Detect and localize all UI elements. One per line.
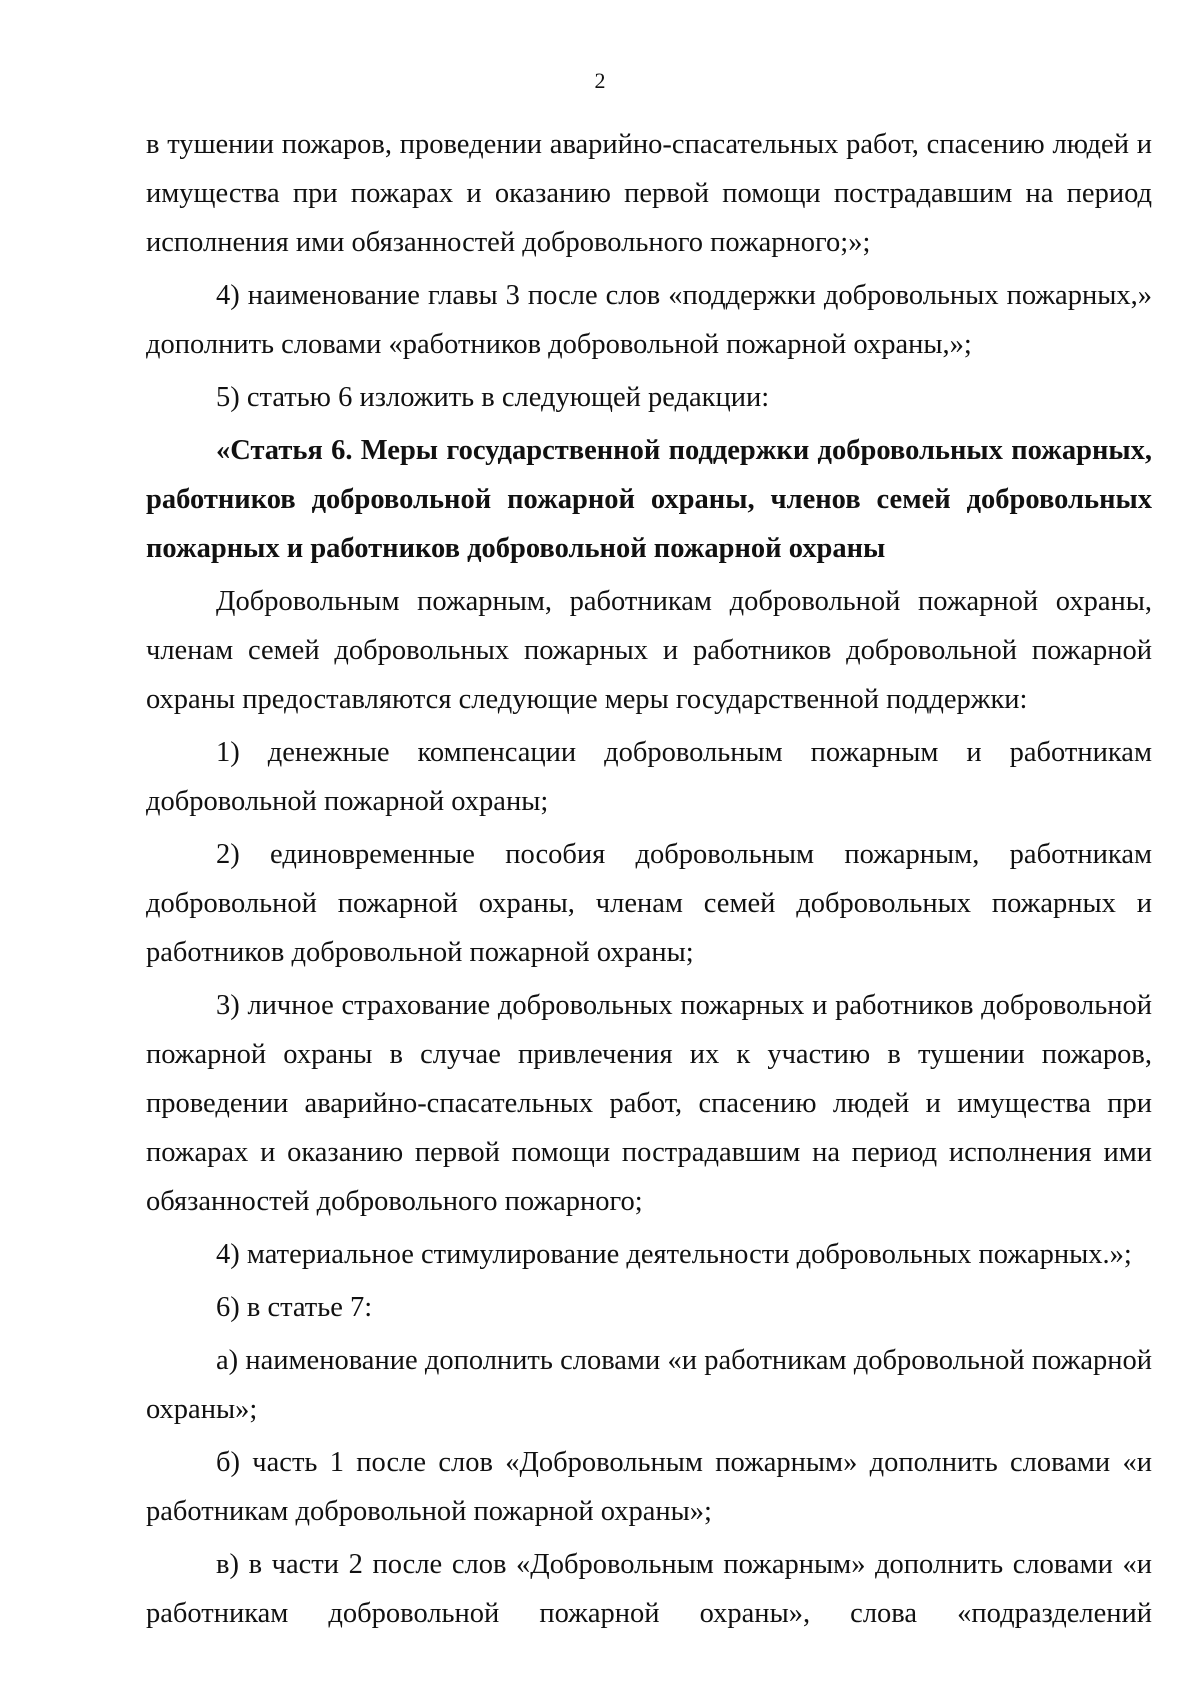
article-6-item-4: 4) материальное стимулирование деятельности добровольных пожарных.»; [216,1239,1132,1270]
document-body [146,120,1152,1642]
page-number: 2 [594,68,606,93]
paragraph-item-6: 6) в статье 7: [216,1292,373,1323]
subitem-b: б) часть 1 после слов «Добровольным пожарным» дополнить словами «и работникам добровольной пожарной охраны»; [146,1447,1152,1527]
article-6-heading: «Статья 6. Меры государственной поддержки добровольных пожарных, работников добровольной пожарной охраны, членов семей добровольных пожарных и работников добровольной пожарной охраны [146,435,1152,564]
article-6-item-3: 3) личное страхование добровольных пожарных и работников добровольной пожарной охраны в случае привлечения их к участию в тушении пожаров, проведении аварийно-спасательных работ, спасению людей и имущества при пожарах и оказанию первой помощи пострадавшим на период исполнения ими обязанностей добровольного пожарного; [146,990,1152,1217]
paragraph-continuation: в тушении пожаров, проведении аварийно-спасательных работ, спасению людей и имущества при пожарах и оказанию первой помощи пострадавшим на период исполнения ими обязанностей добровольного пожарного;»; [146,129,1152,258]
subitem-a: а) наименование дополнить словами «и работникам добровольной пожарной охраны»; [146,1345,1152,1425]
paragraph-item-5: 5) статью 6 изложить в следующей редакции: [216,382,770,413]
article-6-intro: Добровольным пожарным, работникам добровольной пожарной охраны, членам семей добровольных пожарных и работников добровольной пожарной охраны предоставляются следующие меры государственной поддержки: [146,586,1152,715]
article-6-item-1: 1) денежные компенсации добровольным пожарным и работникам добровольной пожарной охраны; [146,737,1152,817]
article-6-item-2: 2) единовременные пособия добровольным пожарным, работникам добровольной пожарной охраны, членам семей добровольных пожарных и работников добровольной пожарной охраны; [146,839,1152,968]
paragraph-item-4: 4) наименование главы 3 после слов «поддержки добровольных пожарных,» дополнить словами «работников добровольной пожарной охраны,»; [146,280,1152,360]
subitem-v: в) в части 2 после слов «Добровольным пожарным» дополнить словами «и работникам добровольной пожарной охраны», слова «подразделений [146,1549,1152,1629]
